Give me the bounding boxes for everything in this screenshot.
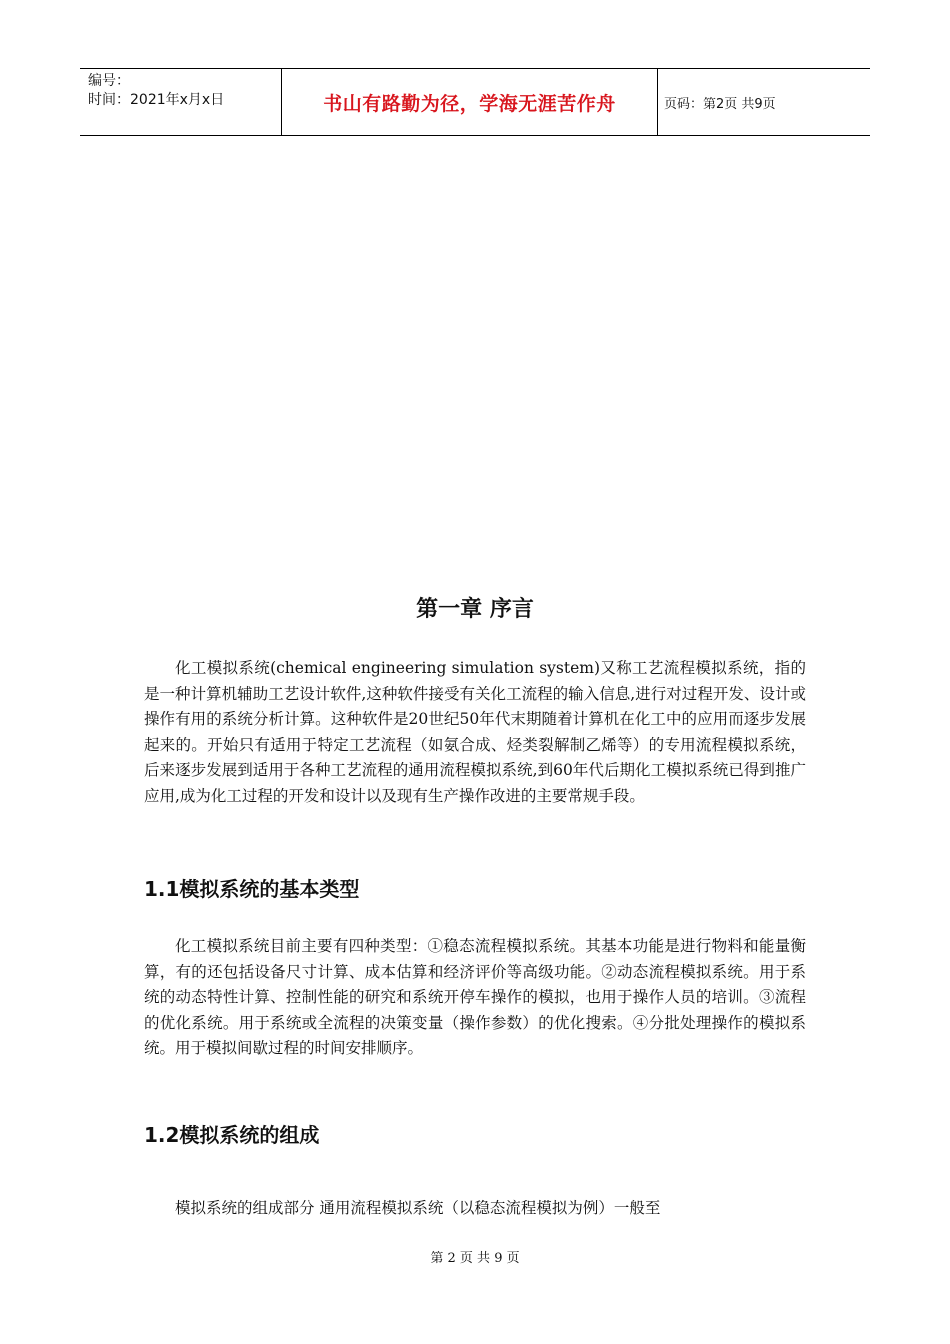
page-footer: 第 2 页 共 9 页 <box>430 1251 520 1266</box>
code-label: 编号： <box>88 73 130 89</box>
date-label: 时间：2021年x月x日 <box>88 92 225 108</box>
section-heading-components: 1.2模拟系统的组成 <box>144 1123 320 1147</box>
header-page-label: 页码：第2页 共9页 <box>664 96 776 112</box>
chapter-title: 第一章 序言 <box>416 597 534 622</box>
section-heading-types: 1.1模拟系统的基本类型 <box>144 877 360 901</box>
components-paragraph: 模拟系统的组成部分 通用流程模拟系统（以稳态流程模拟为例）一般至 <box>175 1199 661 1217</box>
intro-paragraph: 化工模拟系统(chemical engineering simulation system)又称工艺流程模拟系统，指的是一种计算机辅助工艺设计软件,这种软件接受有关化工流程的输入信息,进行对过程开发、设计或操作有用的系统分析计算。这种软件是20世纪50年代末期随着计算机在化工中的应用而逐步发展起来的。开始只有适用于特定工艺流程（如氨合成、烃类裂解制乙烯等）的专用流程模拟系统，后来逐步发展到适用于各种工艺流程的通用流程模拟系统,到60年代后期化工模拟系统已得到推广应用,成为化工过程的开发和设计以及现有生产操作改进的主要常规手段。 <box>144 659 806 805</box>
header-meta-cell <box>80 69 282 135</box>
types-paragraph: 化工模拟系统目前主要有四种类型：①稳态流程模拟系统。其基本功能是进行物料和能量衡算，有的还包括设备尺寸计算、成本估算和经济评价等高级功能。②动态流程模拟系统。用于系统的动态特性计算、控制性能的研究和系统开停车操作的模拟，也用于操作人员的培训。③流程的优化系统。用于系统或全流程的决策变量（操作参数）的优化搜索。④分批处理操作的模拟系统。用于模拟间歇过程的时间安排顺序。 <box>144 937 806 1057</box>
header-table <box>80 68 870 136</box>
header-motto: 书山有路勤为径，学海无涯苦作舟 <box>282 69 658 135</box>
